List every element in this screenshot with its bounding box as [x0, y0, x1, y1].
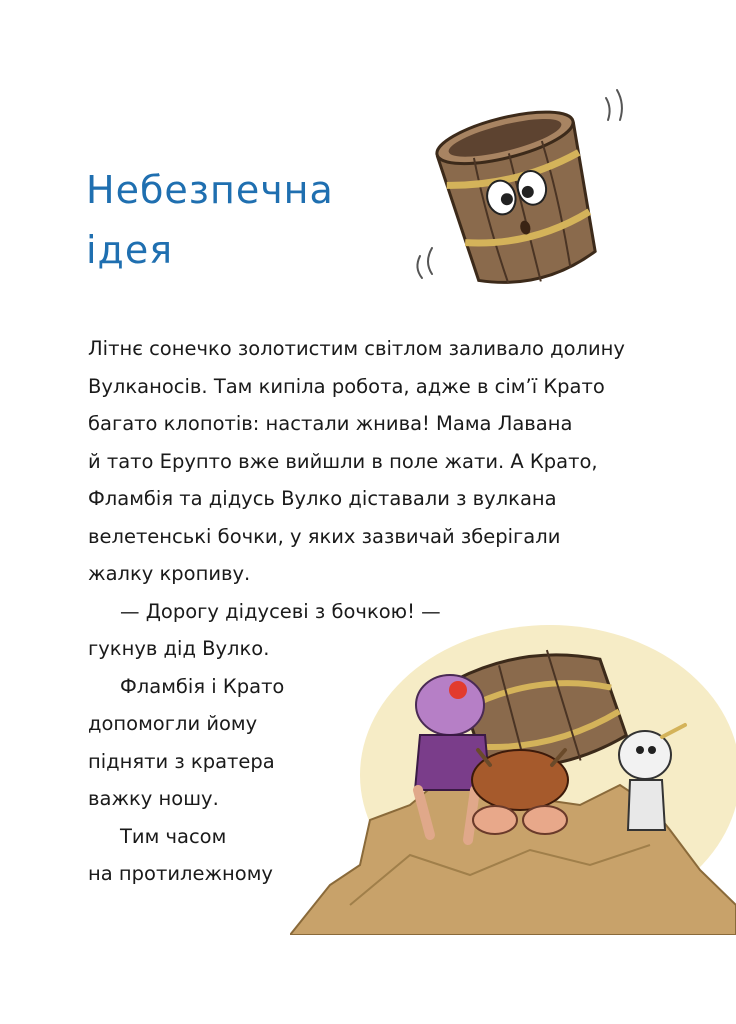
story-line: підняти з кратера — [88, 749, 275, 773]
story-line: жалку кропиву. — [88, 562, 251, 585]
story-line: Літнє сонечко золотистим світлом заливало долину — [88, 337, 625, 360]
story-line: на протилежному — [88, 862, 273, 885]
barrel-character-icon — [410, 88, 640, 303]
story-line: — Дорогу дідусеві з бочкою! — — [120, 599, 441, 623]
story-line: Фламбія і Крато — [120, 674, 285, 698]
story-line: багато клопотів: настали жнива! Мама Лавана — [88, 412, 573, 435]
family-lifting-barrel-illustration — [290, 605, 736, 935]
chapter-title-line-1: Небезпечна — [86, 168, 334, 212]
story-line: гукнув дід Вулко. — [88, 637, 270, 660]
story-line: Тим часом — [120, 824, 227, 848]
story-line: важку ношу. — [88, 787, 219, 810]
story-line: Вулканосів. Там кипіла робота, адже в сім’ї Крато — [88, 374, 605, 398]
chapter-title-line-2: ідея — [86, 228, 174, 272]
story-line: велетенські бочки, у яких зазвичай зберігали — [88, 524, 561, 548]
story-line: й тато Ерупто вже вийшли в поле жати. А Крато, — [88, 449, 598, 473]
chapter-title — [86, 160, 334, 280]
story-line: допомогли йому — [88, 712, 258, 735]
story-line: Фламбія та дідусь Вулко діставали з вулкана — [88, 487, 557, 510]
